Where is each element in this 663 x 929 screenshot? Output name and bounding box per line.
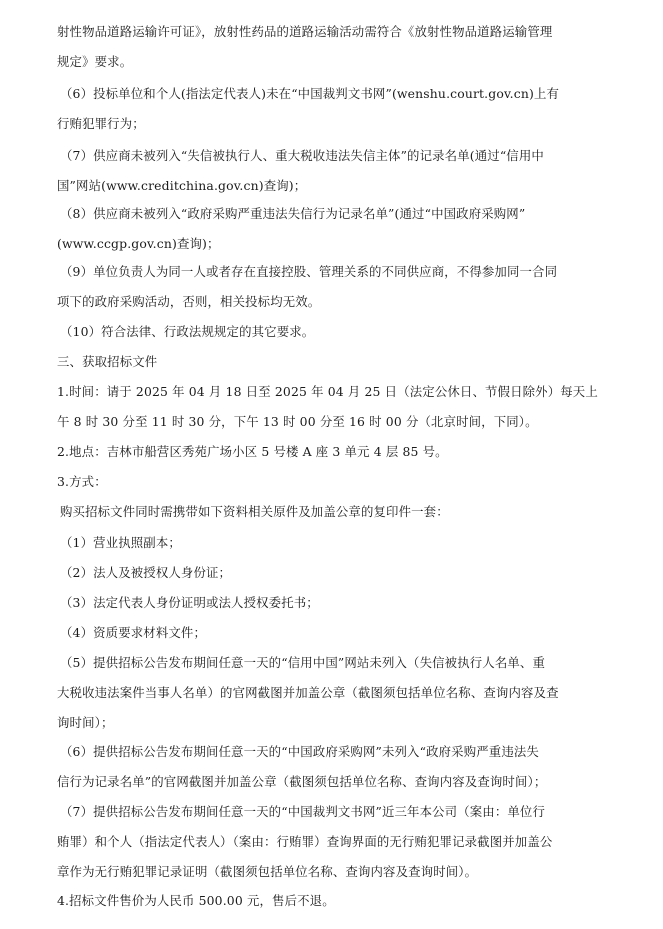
text-line: 3.方式： [57,474,107,489]
text-line: （3）法定代表人身份证明或法人授权委托书； [60,595,319,610]
paragraph-radioactive-transport [57,17,602,77]
text-line: 贿罪）和个人（指法定代表人）（案由：行贿罪）查询界面的无行贿犯罪记录截图并加盖公 [57,834,553,849]
text-line: 规定》要求。 [57,54,133,69]
list-item-qualification [57,618,602,648]
list-item-procurement-screenshot [57,737,602,797]
paragraph-location [57,437,602,467]
paragraph-item-10-other [57,317,602,347]
section-heading-obtain-documents [57,347,602,377]
text-line: 1.时间：请于 2025 年 04 月 18 日至 2025 年 04 月 25 日（法定公休日、节假日除外）每天上 [57,384,598,399]
paragraph-time [57,377,602,437]
paragraph-item-8-procurement [57,199,602,259]
text-line: （5）提供招标公告发布期间任意一天的“信用中国”网站未列入（失信被执行人名单、重 [60,655,546,670]
text-line: （2）法人及被授权人身份证； [60,565,232,580]
text-line: 项下的政府采购活动，否则，相关投标均无效。 [57,294,321,309]
list-item-authorization [57,588,602,618]
text-line: （7）提供招标公告发布期间任意一天的“中国裁判文书网”近三年本公司（案由：单位行 [60,804,546,819]
text-line: 章作为无行贿犯罪记录证明（截图须包括单位名称、查询内容及查询时间）。 [57,864,478,879]
paragraph-purchase-requirements [57,497,602,527]
text-line: 询时间）； [57,715,114,730]
list-item-credit-screenshot [57,648,602,738]
text-line: （8）供应商未被列入“政府采购严重违法失信行为记录名单”(通过“中国政府采购网” [60,206,526,221]
text-line: 2.地点：吉林市船营区秀苑广场小区 5 号楼 A 座 3 单元 4 层 85 号。 [57,444,448,459]
text-line: （7）供应商未被列入“失信被执行人、重大税收违法失信主体”的记录名单(通过“信用中 [60,148,544,163]
paragraph-item-7-credit [57,141,602,201]
text-line: 午 8 时 30 分至 11 时 30 分，下午 13 时 00 分至 16 时 00 分（北京时间，下同）。 [57,414,538,429]
section-title: 三、获取招标文件 [57,354,158,369]
text-line: 射性物品道路运输许可证》，放射性药品的道路运输活动需符合《放射性物品道路运输管理 [57,24,553,39]
text-line: 大税收违法案件当事人名单）的官网截图并加盖公章（截图须包括单位名称、查询内容及查 [57,685,559,700]
text-line: 4.招标文件售价为人民币 500.00 元，售后不退。 [57,893,335,908]
text-line: （6）投标单位和个人(指法定代表人)未在“中国裁判文书网”(wenshu.court.gov.cn)上有 [60,86,560,101]
list-item-judgment-screenshot [57,797,602,887]
paragraph-price [57,886,602,916]
paragraph-item-9-control [57,257,602,317]
text-line: （9）单位负责人为同一人或者存在直接控股、管理关系的不同供应商，不得参加同一合同 [60,264,558,279]
text-line: (www.ccgp.gov.cn)查询)； [57,236,220,251]
text-line: 行贿犯罪行为； [57,116,145,131]
paragraph-item-6-bribery [57,79,602,139]
text-line: 购买招标文件同时需携带如下资料相关原件及加盖公章的复印件一套： [60,504,449,519]
text-line: （4）资质要求材料文件； [60,625,206,640]
list-item-license [57,528,602,558]
list-item-id-cards [57,558,602,588]
text-line: （10）符合法律、行政法规规定的其它要求。 [60,324,315,339]
paragraph-method [57,467,602,497]
text-line: 国”网站(www.creditchina.gov.cn)查询)； [57,178,307,193]
text-line: （6）提供招标公告发布期间任意一天的“中国政府采购网”未列入“政府采购严重违法失 [60,744,539,759]
text-line: （1）营业执照副本； [60,535,181,550]
text-line: 信行为记录名单”的官网截图并加盖公章（截图须包括单位名称、查询内容及查询时间）； [57,774,547,789]
